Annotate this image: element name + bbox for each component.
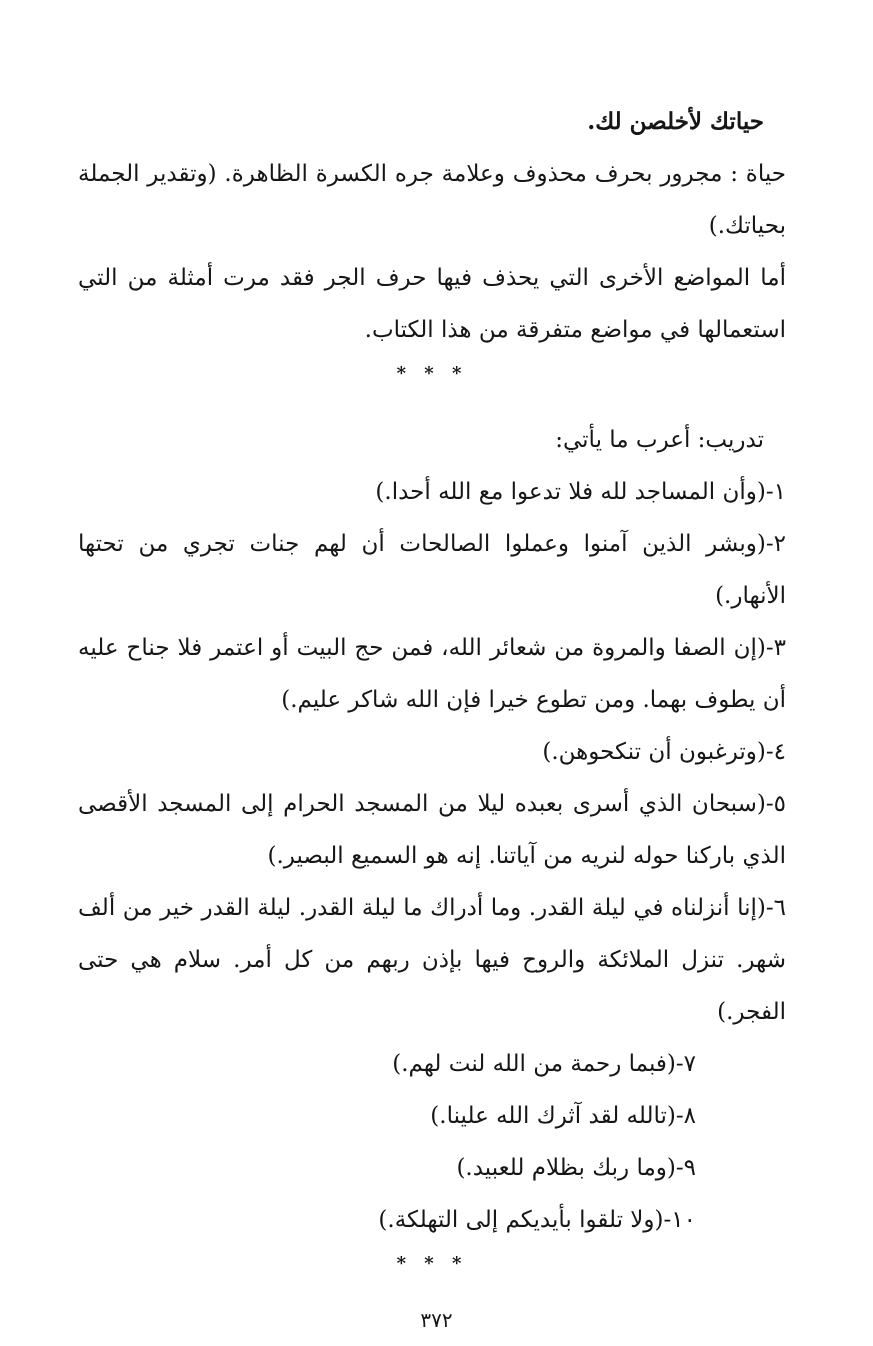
item-number: ٨ (683, 1103, 696, 1129)
item-text: -(إنا أنزلناه في ليلة القدر. وما أدراك ما ليلة القدر. ليلة القدر خير من ألف (78, 895, 774, 921)
paragraph-1-line-2: بحياتك.) (708, 213, 786, 239)
item-text: -(ولا تلقوا بأيديكم إلى التهلكة.) (378, 1207, 672, 1233)
item-text: -(وأن المساجد لله فلا تدعوا مع الله أحدا.) (375, 479, 774, 505)
item-number: ٤ (773, 739, 786, 765)
item-number: ١ (773, 479, 786, 505)
item-8 (78, 1090, 786, 1142)
item-10 (78, 1194, 786, 1246)
item-number: ٢ (773, 531, 786, 557)
item-3-line-2: أن يطوف بهما. ومن تطوع خيرا فإن الله شاكر عليم.) (281, 687, 786, 713)
item-4 (78, 726, 786, 778)
item-7 (78, 1038, 786, 1090)
book-page (78, 96, 786, 1276)
item-text: -(سبحان الذي أسرى بعبده ليلا من المسجد الحرام إلى المسجد الأقصى (78, 791, 774, 817)
item-5-line-2: الذي باركنا حوله لنريه من آياتنا. إنه هو السميع البصير.) (267, 843, 786, 869)
item-6-line-3: الفجر.) (717, 999, 786, 1025)
item-text: -(تالله لقد آثرك الله علينا.) (430, 1103, 684, 1129)
item-text: -(وما ربك بظلام للعبيد.) (456, 1155, 684, 1181)
item-number: ٩ (683, 1155, 696, 1181)
paragraph-2-line-2: استعمالها في مواضع متفرقة من هذا الكتاب. (364, 317, 786, 343)
separator-end: * * * (396, 1253, 468, 1274)
item-6-line-2: شهر. تنزل الملائكة والروح فيها بإذن ربهم من كل أمر. سلام هي حتى (78, 947, 786, 973)
item-number: ٥ (773, 791, 786, 817)
item-1 (78, 466, 786, 518)
item-5-line-1 (78, 778, 786, 830)
item-text: -(فبما رحمة من الله لنت لهم.) (392, 1051, 684, 1077)
item-2-line-1 (78, 518, 786, 570)
item-6-line-1 (78, 882, 786, 934)
item-text: -(وترغبون أن تنكحوهن.) (542, 739, 774, 765)
page-number: ٣٧٢ (420, 1308, 453, 1332)
item-number: ١٠ (671, 1207, 696, 1233)
spacer (78, 392, 786, 414)
paragraph-1-line-1: حياة : مجرور بحرف محذوف وعلامة جره الكسرة الظاهرة. (وتقدير الجملة (78, 161, 786, 187)
item-3-line-1 (78, 622, 786, 674)
paragraph-2-line-1: أما المواضع الأخرى التي يحذف فيها حرف الجر فقد مرت أمثلة من التي (78, 265, 786, 291)
heading-line: حياتك لأخلصن لك. (587, 108, 764, 135)
item-2-line-2: الأنهار.) (715, 583, 786, 609)
item-text: -(وبشر الذين آمنوا وعملوا الصالحات أن لهم جنات تجري من تحتها (78, 531, 774, 557)
item-number: ٦ (773, 895, 786, 921)
item-number: ٧ (683, 1051, 696, 1077)
exercise-title: تدريب: أعرب ما يأتي: (555, 427, 764, 453)
separator: * * * (396, 363, 468, 384)
item-9 (78, 1142, 786, 1194)
item-text: -(إن الصفا والمروة من شعائر الله، فمن حج البيت أو اعتمر فلا جناح عليه (78, 635, 774, 661)
item-number: ٣ (773, 635, 786, 661)
